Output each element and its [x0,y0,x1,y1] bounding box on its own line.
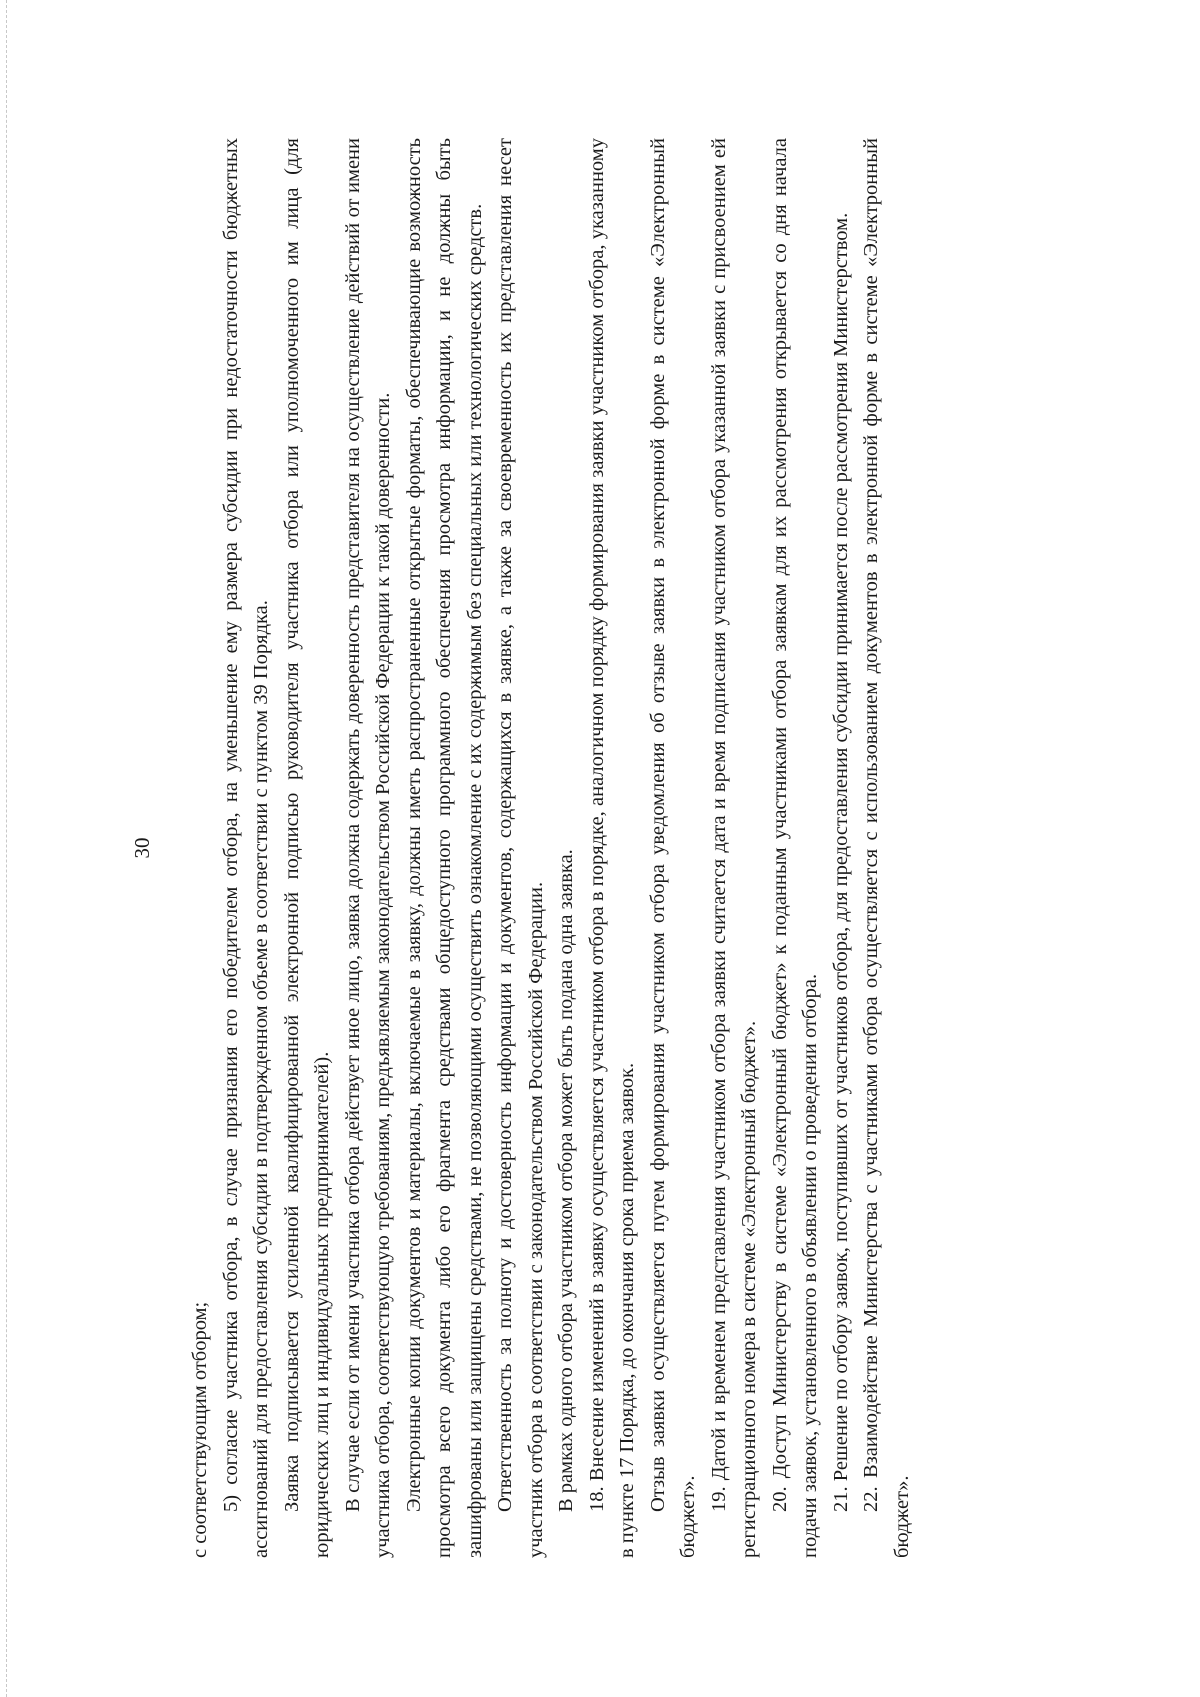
page-number: 30 [130,837,154,859]
paragraph: Заявка подписывается усиленной квалифицированной электронной подписью руководителя участника отбора или уполномоченного им лица (для юридических лиц и индивидуальных предпринимателей). [280,138,333,1558]
paragraph: 21. Решение по отбору заявок, поступивших от участников отбора, для предоставления субсидии принимается после рассмотрения Министерством. [829,212,852,1512]
paragraph: Ответственность за полноту и достоверность информации и документов, содержащихся в заявке, а также за своевременность их представления несет участник отбора в соответствии с законодательством Российской Федерации. [494,138,547,1558]
paragraph: Электронные копии документов и материалы, включаемые в заявку, должны иметь распространенные открытые форматы, обеспечивающие возможность просмотра всего документа либо его фрагмента средствами общедоступного программного обеспечения просмотра информации, и не должны быть зашифрованы или защищены средствами, не позволяющими осуществить ознакомление с их содержимым без специальных или технологических средств. [402,138,486,1558]
paragraph: В рамках одного отбора участником отбора может быть подана одна заявка. [555,849,577,1512]
paragraph: 18. Внесение изменений в заявку осуществляется участником отбора в порядке, аналогичном порядку формирования заявки участником отбора, указанному в пункте 17 Порядка, до окончания срока приема заявок. [585,138,638,1558]
paragraph: 5) согласие участника отбора, в случае признания его победителем отбора, на уменьшение ему размера субсидии при недостаточности бюджетных ассигнований для предоставления субсидии в подтвержденном объеме в соответствии с пунктом 39 Порядка. [219,138,272,1558]
paragraph: 19. Датой и временем представления участником отбора заявки считается дата и время подписания участником отбора указанной заявки с присвоением ей регистрационного номера в системе «Электронный бюджет». [707,138,760,1558]
document-body [185,138,917,1558]
paragraph: 20. Доступ Министерству в системе «Электронный бюджет» к поданным участниками отбора заявкам для их рассмотрения открывается со дня начала подачи заявок, установленного в объявлении о проведении отбора. [768,138,821,1558]
scan-page-edge [6,0,7,1697]
paragraph: В случае если от имени участника отбора действует иное лицо, заявка должна содержать доверенность представителя на осуществление действий от имени участника отбора, соответствующую требованиям, предъявляемым законодательством Российской Федерации к такой доверенности. [341,138,394,1558]
paragraph: 22. Взаимодействие Министерства с участниками отбора осуществляется с использованием документов в электронной форме в системе «Электронный бюджет». [860,138,913,1558]
paragraph: Отзыв заявки осуществляется путем формирования участником отбора уведомления об отзыве заявки в электронной форме в системе «Электронный бюджет». [646,138,699,1558]
paragraph: с соответствующим отбором; [189,1301,211,1558]
rotated-page [130,138,1070,1558]
